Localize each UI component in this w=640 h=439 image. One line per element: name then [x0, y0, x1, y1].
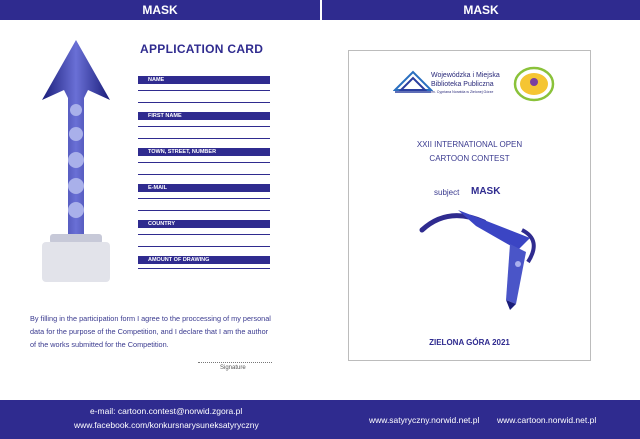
field-line[interactable]: [138, 234, 270, 235]
consent-line: By filling in the participation form I agree to the proccessing of my personal: [30, 314, 271, 323]
footer-bar: [0, 400, 640, 439]
field-line[interactable]: [138, 102, 270, 103]
field-line[interactable]: [138, 174, 270, 175]
field-line[interactable]: [138, 162, 270, 163]
pen-figure-icon: [418, 204, 548, 310]
field-label-email: E-MAIL: [138, 184, 270, 192]
field-line[interactable]: [138, 198, 270, 199]
field-line[interactable]: [138, 90, 270, 91]
field-label-name: NAME: [138, 76, 270, 84]
library-logo-icon: [393, 68, 433, 94]
signature-label: Signature: [220, 365, 246, 371]
field-label-first-name: FIRST NAME: [138, 112, 270, 120]
right-header-title: MASK: [463, 3, 499, 17]
signature-line[interactable]: [198, 362, 272, 363]
pencil-statue-icon: [34, 38, 118, 284]
right-panel-header: [322, 0, 640, 20]
field-line[interactable]: [138, 126, 270, 127]
contest-line2: CARTOON CONTEST: [429, 154, 510, 163]
left-header-title: MASK: [142, 3, 178, 17]
field-line[interactable]: [138, 268, 270, 269]
contact-email[interactable]: e-mail: cartoon.contest@norwid.zgora.pl: [90, 406, 243, 416]
contest-badge-icon: [513, 66, 555, 102]
website-link-cartoon[interactable]: www.cartoon.norwid.net.pl: [497, 415, 597, 425]
subject-label: subject: [434, 188, 460, 197]
library-name-line1: Wojewódzka i Miejska: [431, 72, 500, 79]
consent-text: [30, 312, 292, 351]
left-panel-header: [0, 0, 320, 20]
website-link-satyryczny[interactable]: www.satyryczny.norwid.net.pl: [369, 415, 480, 425]
field-line[interactable]: [138, 138, 270, 139]
application-card-title: APPLICATION CARD: [140, 42, 264, 56]
city-year: ZIELONA GÓRA 2021: [429, 338, 510, 347]
field-line[interactable]: [138, 210, 270, 211]
field-line[interactable]: [138, 246, 270, 247]
consent-line: data for the purpose of the Competition, and I declare that I am the author: [30, 327, 269, 336]
library-name-line2: Biblioteka Publiczna: [431, 81, 494, 88]
facebook-link[interactable]: www.facebook.com/konkursnarysuneksatyryczny: [74, 420, 259, 430]
consent-line: of the works submitted for the Competition.: [30, 340, 169, 349]
subject-value: MASK: [471, 186, 501, 197]
contest-line1: XXII INTERNATIONAL OPEN: [416, 140, 523, 149]
field-label-address: TOWN, STREET, NUMBER: [138, 148, 270, 156]
field-label-amount: AMOUNT OF DRAWING: [138, 256, 270, 264]
library-name-line3: im. Cypriana Norwida w Zielonej Górze: [431, 90, 494, 94]
field-label-country: COUNTRY: [138, 220, 270, 228]
